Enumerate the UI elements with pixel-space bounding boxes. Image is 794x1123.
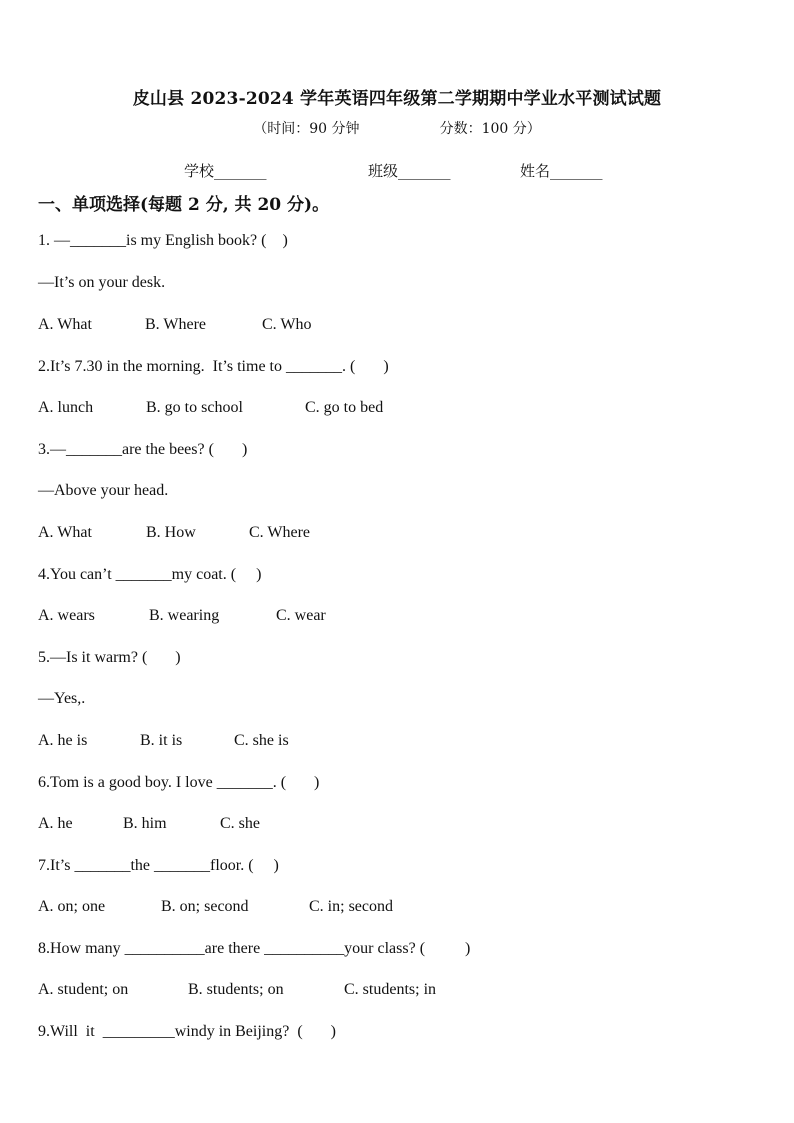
exam-title: 皮山县 2023-2024 学年英语四年级第二学期期中学业水平测试试题 [132, 89, 662, 109]
section-heading: 一、单项选择(每题 2 分, 共 20 分)。 [38, 195, 330, 215]
option-c: C. in; second [309, 898, 393, 915]
question-3-text: 3.—_______are the bees? ( ) [38, 441, 248, 458]
question-8-text: 8.How many __________are there __________your class? ( ) [38, 940, 471, 957]
option-a: A. wears [38, 607, 95, 624]
question-5-text: 5.—Is it warm? ( ) [38, 649, 181, 666]
question-5-options [38, 732, 289, 750]
option-c: C. Who [262, 316, 312, 333]
exam-subtitle: （时间：90 分钟 分数：100 分） [253, 121, 541, 137]
option-c: C. go to bed [305, 399, 384, 416]
question-7-text: 7.It’s _______the _______floor. ( ) [38, 857, 279, 874]
option-a: A. on; one [38, 898, 106, 915]
school-field: 学校_______ [184, 162, 267, 180]
question-9-text: 9.Will it _________windy in Beijing? ( ) [38, 1023, 336, 1040]
option-b: B. wearing [149, 607, 220, 624]
question-4-options [38, 607, 326, 625]
question-4-text: 4.You can’t _______my coat. ( ) [38, 566, 262, 583]
question-7-options [38, 898, 393, 916]
option-b: B. go to school [146, 399, 243, 416]
question-6-text: 6.Tom is a good boy. I love _______. ( ) [38, 774, 320, 791]
question-2-text: 2.It’s 7.30 in the morning. It’s time to _______. ( ) [38, 358, 389, 375]
question-6-options [38, 815, 260, 833]
option-b: B. Where [145, 316, 207, 333]
option-b: B. How [146, 524, 196, 541]
option-a: A. he [38, 815, 73, 832]
option-b: B. on; second [161, 898, 249, 915]
question-5-answer-line: —Yes,. [38, 690, 86, 707]
question-3-options [38, 524, 310, 542]
question-2-options [38, 399, 383, 417]
option-a: A. lunch [38, 399, 94, 416]
option-c: C. wear [276, 607, 326, 624]
option-c: C. students; in [344, 981, 437, 998]
question-1-text: 1. —_______is my English book? ( ) [38, 232, 288, 249]
question-3-answer-line: —Above your head. [38, 482, 169, 499]
option-c: C. Where [249, 524, 311, 541]
option-a: A. What [38, 316, 92, 333]
option-b: B. students; on [188, 981, 284, 998]
question-1-options [38, 316, 311, 334]
option-c: C. she is [234, 732, 289, 749]
option-a: A. What [38, 524, 92, 541]
option-b: B. him [123, 815, 167, 832]
option-b: B. it is [140, 732, 183, 749]
question-8-options [38, 981, 436, 999]
class-field: 班级_______ [368, 162, 451, 180]
option-c: C. she [220, 815, 260, 832]
question-1-answer-line: —It’s on your desk. [38, 274, 166, 291]
option-a: A. he is [38, 732, 88, 749]
option-a: A. student; on [38, 981, 129, 998]
name-field: 姓名_______ [520, 162, 603, 180]
